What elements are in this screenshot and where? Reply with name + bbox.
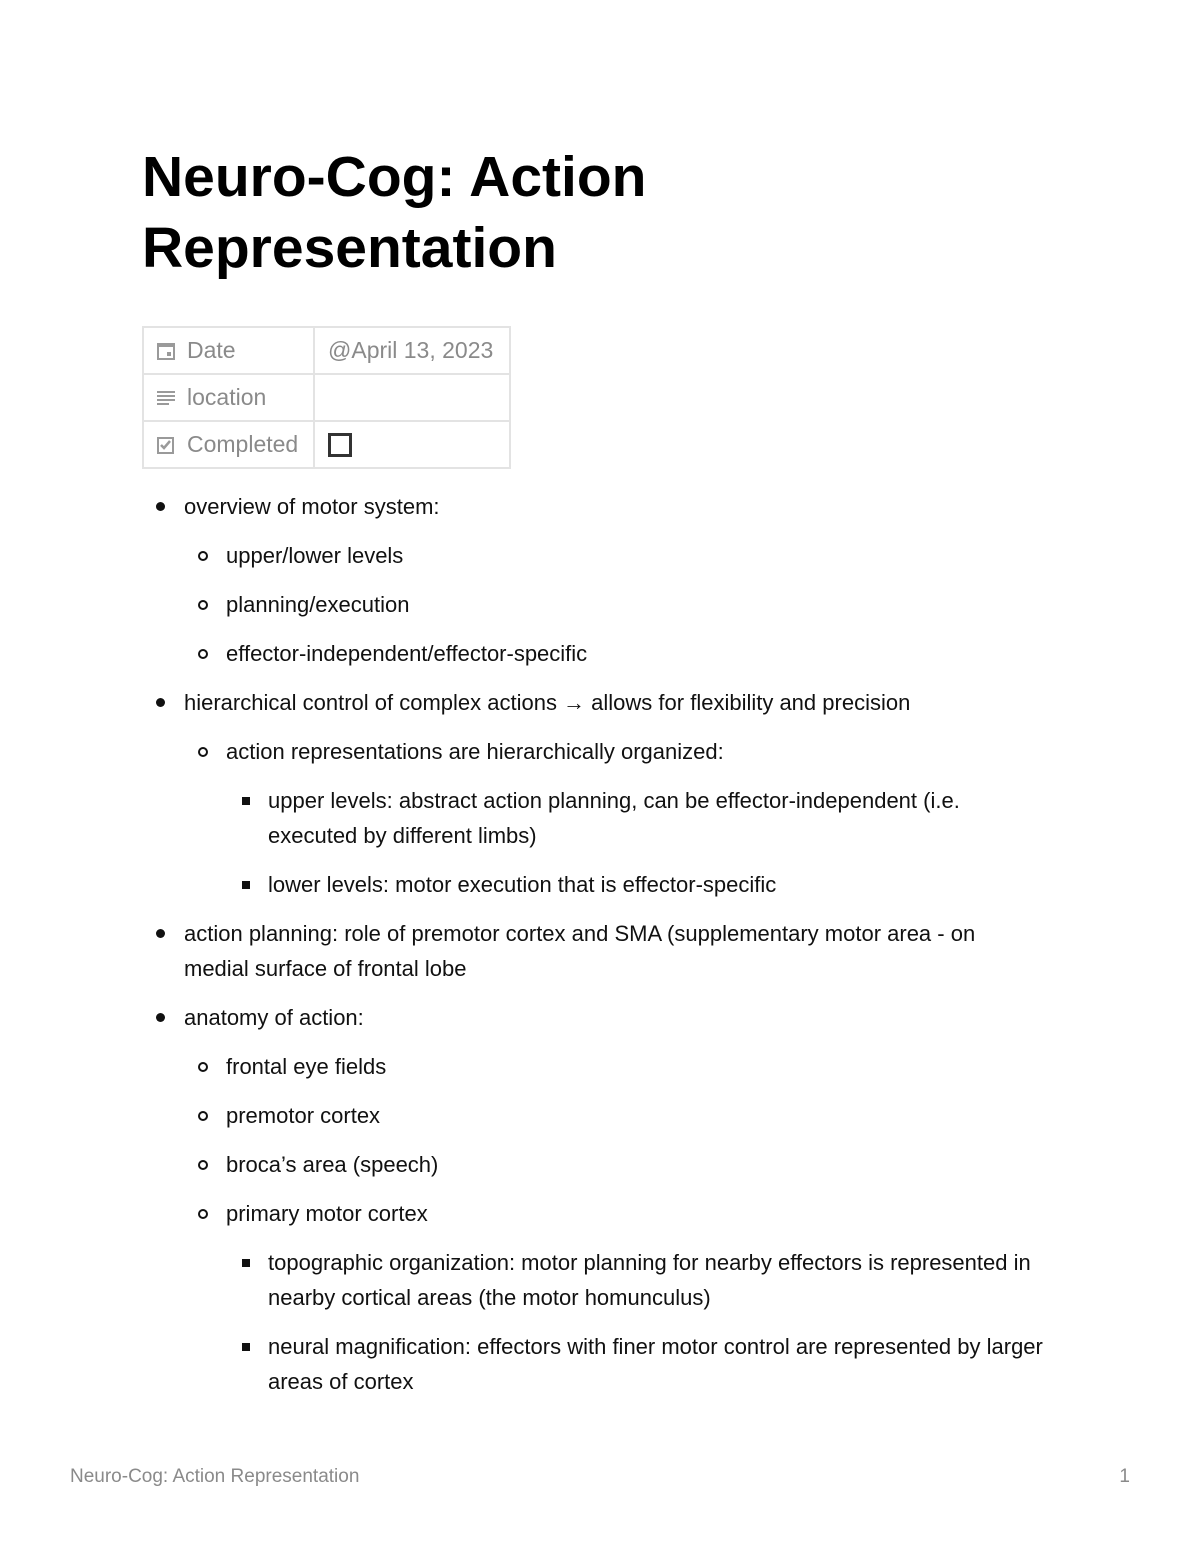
bullet-circle <box>198 600 208 610</box>
bullet-circle <box>198 747 208 757</box>
property-label-date: Date <box>187 337 236 363</box>
footer-doc-title: Neuro-Cog: Action Representation <box>70 1466 360 1487</box>
page-title: Neuro-Cog: Action Representation <box>142 145 647 280</box>
bullet-disc <box>156 698 165 707</box>
list-item: frontal eye fields <box>0 1049 1044 1084</box>
list-item: planning/execution <box>0 587 1044 622</box>
list-item: primary motor cortex <box>0 1196 1044 1231</box>
bullet-circle <box>198 1111 208 1121</box>
property-row-location <box>143 374 510 421</box>
property-row-date <box>143 327 510 374</box>
list-item: broca’s area (speech) <box>0 1147 1044 1182</box>
property-label-completed: Completed <box>187 431 299 457</box>
bullet-circle <box>198 649 208 659</box>
bullet-circle <box>198 551 208 561</box>
list-item: neural magnification: effectors with finer motor control are represented by larger areas of cortex <box>0 1329 1044 1399</box>
list-item: overview of motor system: <box>0 489 1044 524</box>
bullet-disc <box>156 929 165 938</box>
list-item: action planning: role of premotor cortex and SMA (supplementary motor area - on medial surface of frontal lobe <box>0 916 1044 986</box>
list-item: anatomy of action: <box>0 1000 1044 1035</box>
calendar-icon <box>156 341 176 361</box>
bullet-circle <box>198 1209 208 1219</box>
list-item: effector-independent/effector-specific <box>0 636 1044 671</box>
list-item: premotor cortex <box>0 1098 1044 1133</box>
list-item: action representations are hierarchically organized: <box>0 734 1044 769</box>
completed-checkbox[interactable] <box>328 433 352 457</box>
bullet-circle <box>198 1160 208 1170</box>
property-row-completed <box>143 421 510 468</box>
list-item: upper levels: abstract action planning, can be effector-independent (i.e. executed by different limbs) <box>0 783 1044 853</box>
bullet-square <box>242 881 250 889</box>
bullet-square <box>242 1343 250 1351</box>
list-item: topographic organization: motor planning for nearby effectors is represented in nearby cortical areas (the motor homunculus) <box>0 1245 1044 1315</box>
bullet-square <box>242 1259 250 1267</box>
properties-table <box>142 326 511 469</box>
bullet-disc <box>156 502 165 511</box>
footer-page-number: 1 <box>1119 1466 1130 1487</box>
property-value-date[interactable]: @April 13, 2023 <box>328 337 494 363</box>
list-item: upper/lower levels <box>0 538 1044 573</box>
bullet-circle <box>198 1062 208 1072</box>
text-lines-icon <box>156 388 176 408</box>
bullet-square <box>242 797 250 805</box>
list-item: hierarchical control of complex actions → allows for flexibility and precision <box>0 685 1044 720</box>
property-label-location: location <box>187 384 267 410</box>
notes-outline <box>0 489 1200 1413</box>
list-item: lower levels: motor execution that is effector-specific <box>0 867 1044 902</box>
checkbox-icon <box>156 435 176 455</box>
bullet-disc <box>156 1013 165 1022</box>
